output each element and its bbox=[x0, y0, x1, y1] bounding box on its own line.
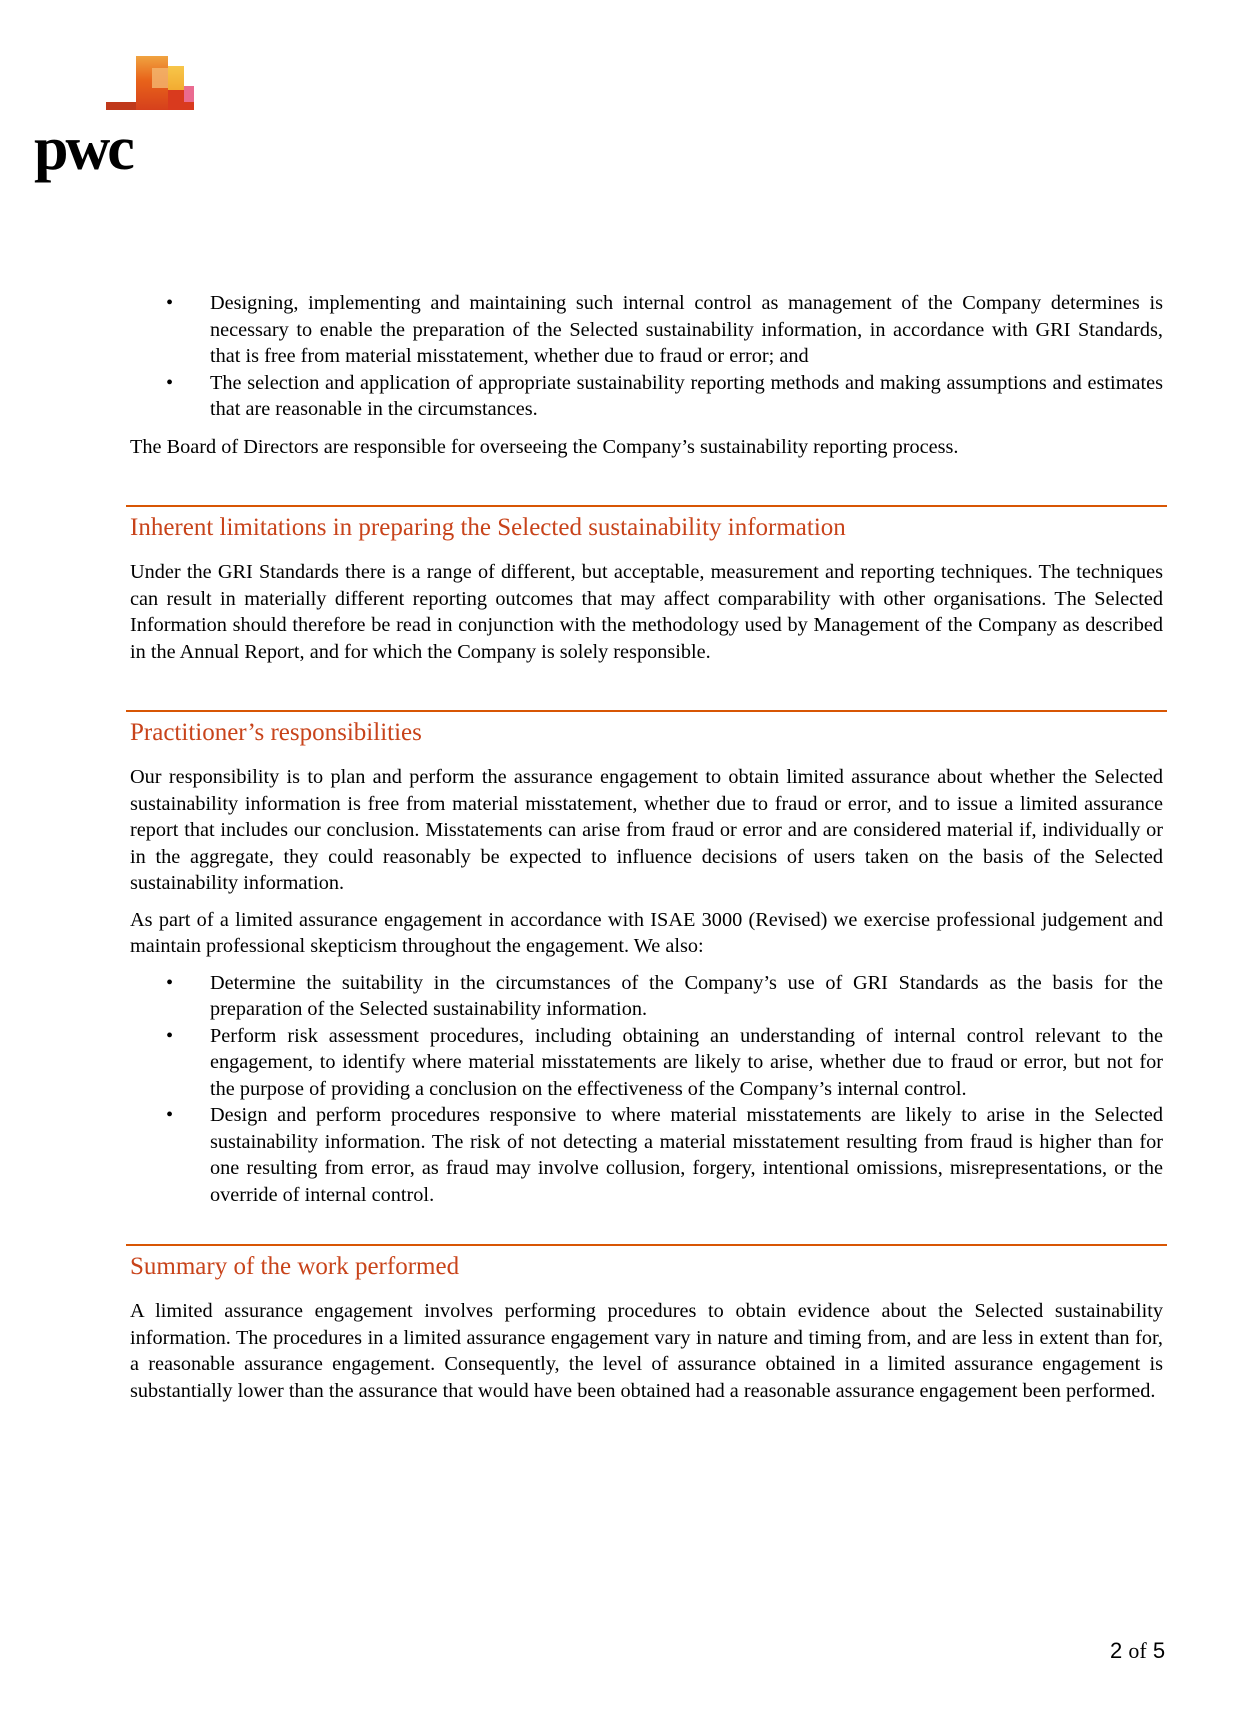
logo-red-bar bbox=[106, 102, 136, 110]
procedure-bullets bbox=[130, 970, 1163, 1209]
logo-pink-block bbox=[184, 86, 194, 102]
bullet-icon: • bbox=[166, 971, 174, 994]
section-heading: Summary of the work performed bbox=[130, 1253, 460, 1280]
pwc-logo-text: pwc bbox=[34, 115, 132, 183]
page-number bbox=[1110, 1638, 1165, 1664]
board-paragraph: The Board of Directors are responsible for overseeing the Company’s sustainability reporting process. bbox=[130, 435, 959, 458]
bullet-icon: • bbox=[166, 1024, 174, 1047]
page-current: 2 bbox=[1110, 1638, 1123, 1663]
list-item: • Determine the suitability in the circumstances of the Company’s use of GRI Standards as the basis for the preparation of the Selected sustainability information. bbox=[166, 971, 1163, 1020]
section-summary-work bbox=[126, 1244, 1167, 1404]
section-inherent-limitations bbox=[126, 505, 1167, 665]
paragraph: As part of a limited assurance engagement in accordance with ISAE 3000 (Revised) we exercise professional judgement and maintain professional skepticism throughout the engagement. We also: bbox=[130, 908, 1163, 957]
section-heading: Practitioner’s responsibilities bbox=[130, 719, 422, 746]
list-item: • Perform risk assessment procedures, including obtaining an understanding of internal control relevant to the engagement, to identify where material misstatements are likely to arise, whether due to fraud or error, but not for the purpose of providing a conclusion on the effectiveness of the Company’s internal control. bbox=[166, 1024, 1163, 1100]
list-item: • Designing, implementing and maintaining such internal control as management of the Company determines is necessary to enable the preparation of the Selected sustainability information, in accordance with GRI Standards, that is free from material misstatement, whether due to fraud or error; and bbox=[166, 292, 1163, 367]
bullet-icon: • bbox=[166, 1104, 174, 1126]
list-item: • The selection and application of appropriate sustainability reporting methods and making assumptions and estimates that are reasonable in the circumstances. bbox=[166, 371, 1163, 420]
paragraph: A limited assurance engagement involves performing procedures to obtain evidence about the Selected sustainability information. The procedures in a limited assurance engagement vary in nature and timing from, and are less in extent than for, a reasonable assurance engagement. Consequently, the level of assurance obtained in a limited assurance engagement is substantially lower than the assurance that would have been obtained had a reasonable assurance engagement been performed. bbox=[130, 1300, 1163, 1402]
bullet-icon: • bbox=[166, 292, 174, 314]
paragraph: Our responsibility is to plan and perform the assurance engagement to obtain limited assurance about whether the Selected sustainability information is free from material misstatement, whether due to fraud or error, and to issue a limited assurance report that includes our conclusion. Misstatements can arise from fraud or error and are considered material if, individually or in the aggregate, they could reasonably be expected to influence decisions of users taken on the basis of the Selected sustainability information. bbox=[130, 766, 1163, 894]
section-heading: Inherent limitations in preparing the Selected sustainability information bbox=[130, 514, 846, 541]
responsibility-bullets bbox=[130, 290, 1163, 423]
section-practitioner-responsibilities bbox=[126, 710, 1167, 1208]
document-body bbox=[130, 290, 1163, 1404]
bullet-icon: • bbox=[166, 371, 174, 394]
page-total: 5 bbox=[1152, 1638, 1166, 1663]
list-item: • Design and perform procedures responsive to where material misstatements are likely to arise in the Selected sustainability information. The risk of not detecting a material misstatement resulting from fraud is higher than for one resulting from error, as fraud may involve collusion, forgery, intentional omissions, misrepresentations, or the override of internal control. bbox=[166, 1104, 1163, 1206]
paragraph: Under the GRI Standards there is a range of different, but acceptable, measurement and reporting techniques. The techniques can result in materially different reporting outcomes that may affect comparability with other organisations. The Selected Information should therefore be read in conjunction with the methodology used by Management of the Company as described in the Annual Report, and for which the Company is solely responsible. bbox=[130, 561, 1163, 663]
page-of: of bbox=[1128, 1638, 1147, 1663]
